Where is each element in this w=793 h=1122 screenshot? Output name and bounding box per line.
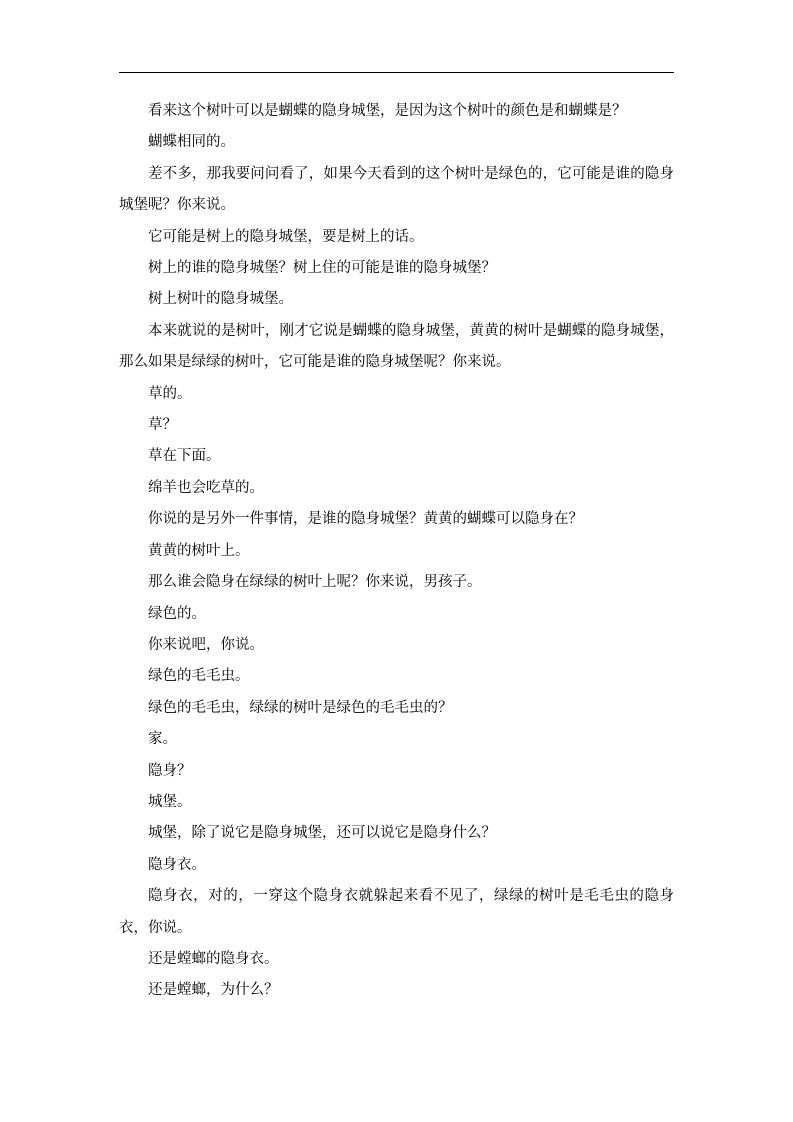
paragraph: 蝴蝶相同的。	[148, 134, 235, 151]
paragraph: 隐身衣。	[148, 856, 206, 873]
paragraph: 它可能是树上的隐身城堡，要是树上的话。	[148, 228, 424, 245]
paragraph: 城堡，除了说它是隐身城堡，还可以说它是隐身什么？	[148, 825, 496, 842]
paragraph: 树上的谁的隐身城堡？树上住的可能是谁的隐身城堡？	[148, 260, 496, 277]
paragraph: 绿色的毛毛虫，绿绿的树叶是绿色的毛毛虫的？	[148, 699, 453, 716]
header-rule	[119, 72, 674, 73]
paragraph: 本来就说的是树叶，刚才它说是蝴蝶的隐身城堡，黄黄的树叶是蝴蝶的隐身城堡，那么如果是绿绿的树叶，它可能是谁的隐身城堡呢？你来说。	[119, 322, 674, 371]
paragraph: 绵羊也会吃草的。	[148, 479, 264, 496]
paragraph: 树上树叶的隐身城堡。	[148, 291, 293, 308]
paragraph: 你来说吧，你说。	[148, 636, 264, 653]
paragraph: 黄黄的树叶上。	[148, 542, 250, 559]
paragraph: 还是螳螂，为什么？	[148, 982, 279, 999]
paragraph: 草在下面。	[148, 448, 221, 465]
paragraph: 隐身？	[148, 762, 192, 779]
paragraph: 那么谁会隐身在绿绿的树叶上呢？你来说，男孩子。	[148, 574, 482, 591]
paragraph: 还是螳螂的隐身衣。	[148, 950, 279, 967]
paragraph: 隐身衣，对的，一穿这个隐身衣就躲起来看不见了，绿绿的树叶是毛毛虫的隐身衣，你说。	[119, 888, 674, 936]
paragraph: 看来这个树叶可以是蝴蝶的隐身城堡，是因为这个树叶的颜色是和蝴蝶是？	[148, 103, 627, 119]
paragraph: 绿色的毛毛虫。	[148, 668, 250, 685]
paragraph: 绿色的。	[148, 605, 206, 622]
paragraph: 草？	[148, 417, 177, 434]
paragraph: 城堡。	[148, 793, 192, 810]
paragraph: 家。	[148, 731, 177, 748]
paragraph: 差不多，那我要问问看了，如果今天看到的这个树叶是绿色的，它可能是谁的隐身城堡呢？你来说。	[119, 165, 674, 214]
paragraph: 你说的是另外一件事情，是谁的隐身城堡？黄黄的蝴蝶可以隐身在？	[148, 511, 583, 528]
body-text	[119, 96, 674, 1007]
paragraph: 草的。	[148, 385, 192, 402]
